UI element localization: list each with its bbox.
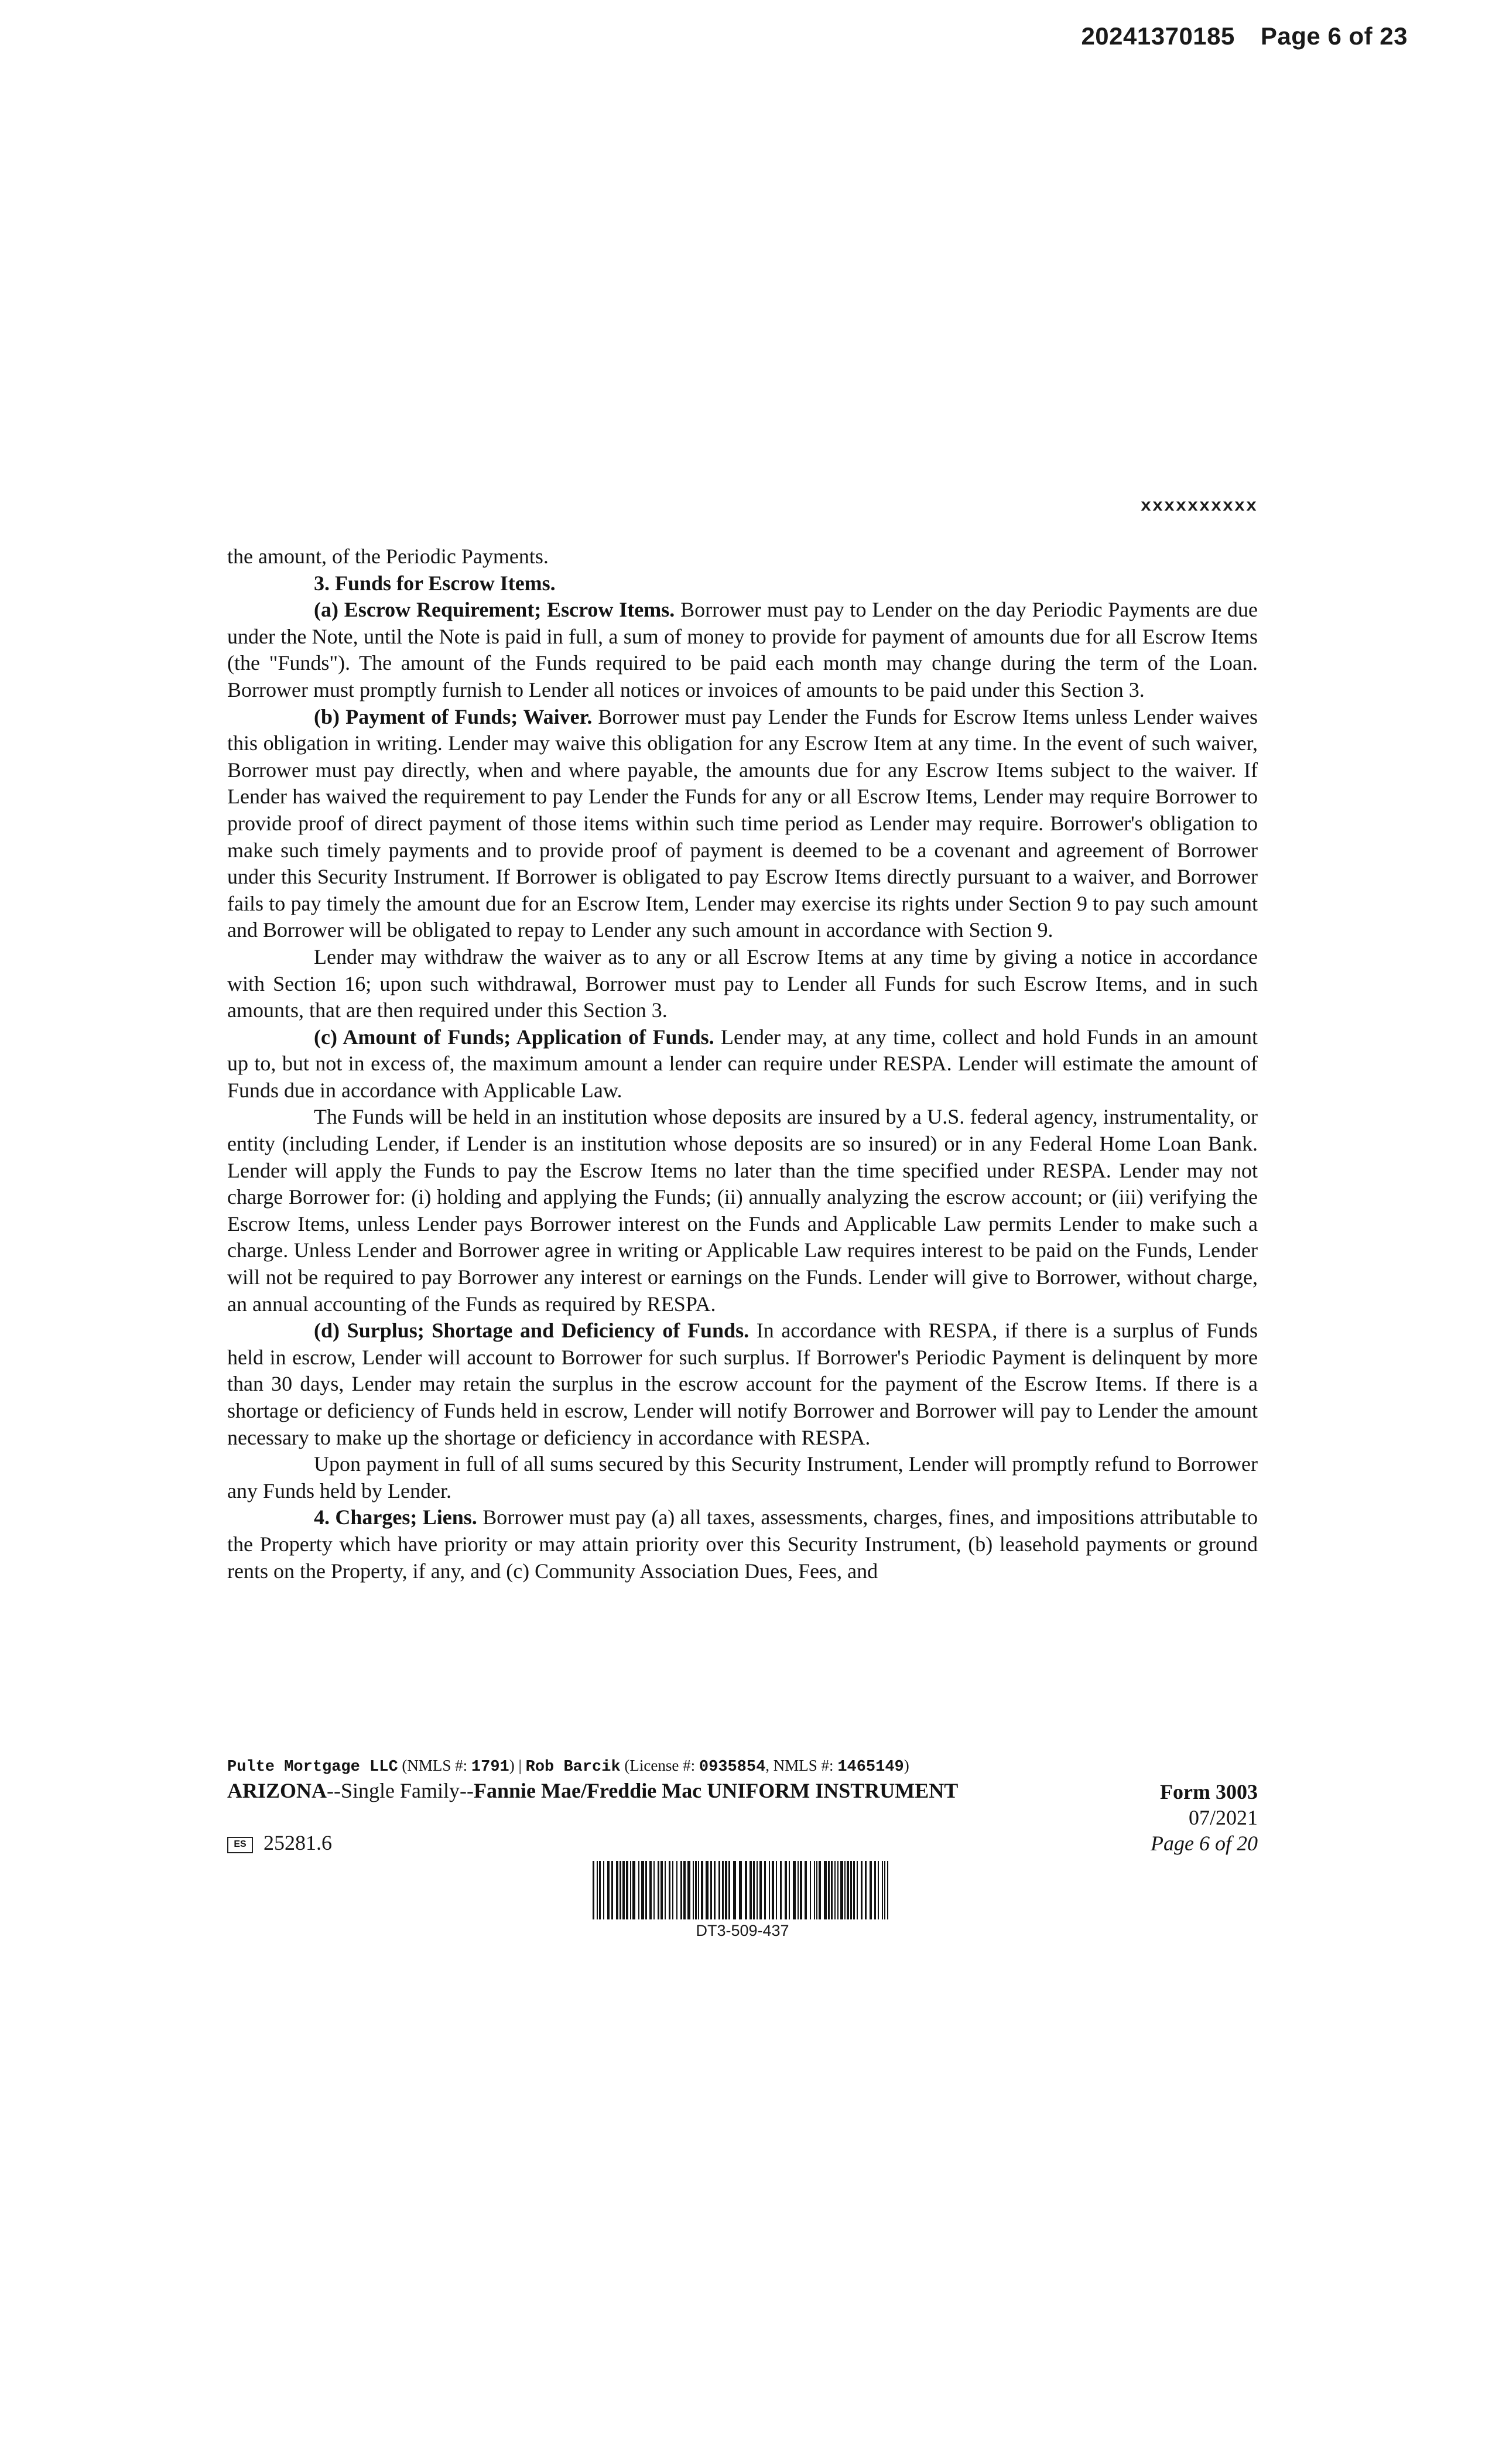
recording-page-of: Page 6 of 23 — [1260, 22, 1408, 50]
paragraph-text: Borrower must pay Lender the Funds for Escrow Items unless Lender waives this obligation in writing. Lender may waive this obligation for any Escrow Item at any time. In the event of such waiver, Borrower must pay directly, when and where payable, the amounts due for any Escrow Items subject to the waiver. If Lender has waived the requirement to pay Lender the Funds for any or all Escrow Items, Lender may require Borrower to provide proof of direct payment of those items within such time period as Lender may require. Borrower's obligation to make such timely payments and to provide proof of payment is deemed to be a covenant and agreement of Borrower under this Security Instrument. If Borrower is obligated to pay Escrow Items directly pursuant to a waiver, and Borrower fails to pay timely the amount due for an Escrow Item, Lender may exercise its rights under Section 9 to pay such amount and Borrower will be obligated to repay to Lender any such amount in accordance with Section 9. — [227, 704, 1258, 942]
document-footer — [227, 1757, 1258, 1855]
body-paragraph — [227, 1504, 1258, 1585]
section-heading: (b) Payment of Funds; Waiver. — [314, 704, 593, 728]
body-paragraph — [227, 1317, 1258, 1451]
barcode — [593, 1861, 892, 1940]
body-paragraph — [227, 570, 1258, 597]
recording-header — [1081, 22, 1408, 50]
body-paragraph — [227, 944, 1258, 1024]
instrument-title: ARIZONA--Single Family--Fannie Mae/Freddie Mac UNIFORM INSTRUMENT — [227, 1779, 959, 1802]
paragraph-text: Upon payment in full of all sums secured by this Security Instrument, Lender will promptly refund to Borrower any Funds held by Lender. — [227, 1452, 1258, 1503]
body-paragraph — [227, 1104, 1258, 1317]
ellie-mae-logo-icon: ES — [227, 1837, 253, 1853]
section-heading: (c) Amount of Funds; Application of Funds. — [314, 1025, 714, 1049]
lender-line: Pulte Mortgage LLC (NMLS #: 1791) | Rob Barcik (License #: 0935854, NMLS #: 1465149) — [227, 1757, 909, 1776]
barcode-icon — [593, 1861, 892, 1919]
paragraph-text: Lender may withdraw the waiver as to any or all Escrow Items at any time by giving a notice in accordance with Section 16; upon such withdrawal, Borrower must pay to Lender all Funds for such Escrow Items, and in such amounts, that are then required under this Section 3. — [227, 944, 1258, 1022]
body-paragraph — [227, 1451, 1258, 1504]
form-date: 07/2021 — [1188, 1806, 1258, 1829]
paragraph-text: the amount, of the Periodic Payments. — [227, 545, 549, 568]
body-paragraph — [227, 1024, 1258, 1104]
body-paragraph — [227, 543, 1258, 570]
doc-code — [227, 1830, 332, 1855]
form-info — [1151, 1779, 1258, 1856]
barcode-label: DT3-509-437 — [696, 1922, 789, 1939]
section-heading: (d) Surplus; Shortage and Deficiency of Funds. — [314, 1319, 750, 1343]
section-heading: (a) Escrow Requirement; Escrow Items. — [314, 598, 675, 622]
lender-name: Pulte Mortgage LLC — [227, 1758, 398, 1776]
section-heading: 4. Charges; Liens. — [314, 1505, 477, 1529]
body-paragraph — [227, 597, 1258, 703]
form-page: Page 6 of 20 — [1151, 1832, 1258, 1855]
document-body — [227, 543, 1258, 1585]
doc-code-number: 25281.6 — [263, 1831, 332, 1854]
paragraph-text: In accordance with RESPA, if there is a surplus of Funds held in escrow, Lender will account to Borrower for such surplus. If Borrower's Periodic Payment is delinquent by more than 30 days, Lender may retain the surplus in the escrow account for the payment of the Escrow Items. If there is a shortage or deficiency of Funds held in escrow, Lender will notify Borrower and Borrower will pay to Lender the amount necessary to make up the shortage or deficiency in accordance with RESPA. — [227, 1319, 1258, 1449]
paragraph-text: Borrower must pay to Lender on the day Periodic Payments are due under the Note, until the Note is paid in full, a sum of money to provide for payment of amounts due for all Escrow Items (the "Funds"). The amount of the Funds required to be paid each month may change during the term of the Loan. Borrower must promptly furnish to Lender all notices or invoices of amounts to be paid under this Section 3. — [227, 598, 1258, 701]
recording-number: 20241370185 — [1081, 22, 1235, 50]
lender-nmls: 1791 — [471, 1758, 509, 1776]
body-paragraph — [227, 704, 1258, 944]
loan-number-mask: xxxxxxxxxx — [1140, 497, 1258, 516]
originator-license: 0935854 — [699, 1758, 766, 1776]
paragraph-text: Borrower must pay (a) all taxes, assessments, charges, fines, and impositions attributable to the Property which have priority or may attain priority over this Security Instrument, (b) leasehold payments or ground rents on the Property, if any, and (c) Community Association Dues, Fees, and — [227, 1505, 1258, 1583]
paragraph-text: Lender may, at any time, collect and hold Funds in an amount up to, but not in excess of, the maximum amount a lender can require under RESPA. Lender will estimate the amount of Funds due in accordance with Applicable Law. — [227, 1025, 1258, 1102]
paragraph-text: The Funds will be held in an institution whose deposits are insured by a U.S. federal agency, instrumentality, or entity (including Lender, if Lender is an institution whose deposits are so insured) or in any Federal Home Loan Bank. Lender will apply the Funds to pay the Escrow Items no later than the time specified under RESPA. Lender may not charge Borrower for: (i) holding and applying the Funds; (ii) annually analyzing the escrow account; or (iii) verifying the Escrow Items, unless Lender pays Borrower interest on the Funds and Applicable Law permits Lender to make such a charge. Unless Lender and Borrower agree in writing or Applicable Law requires interest to be paid on the Funds, Lender will not be required to pay Borrower any interest or earnings on the Funds. Lender will give to Borrower, without charge, an annual accounting of the Funds as required by RESPA. — [227, 1105, 1258, 1316]
form-number: Form 3003 — [1160, 1780, 1258, 1803]
originator-name: Rob Barcik — [525, 1758, 621, 1776]
originator-nmls: 1465149 — [837, 1758, 904, 1776]
section-heading: 3. Funds for Escrow Items. — [314, 571, 556, 595]
